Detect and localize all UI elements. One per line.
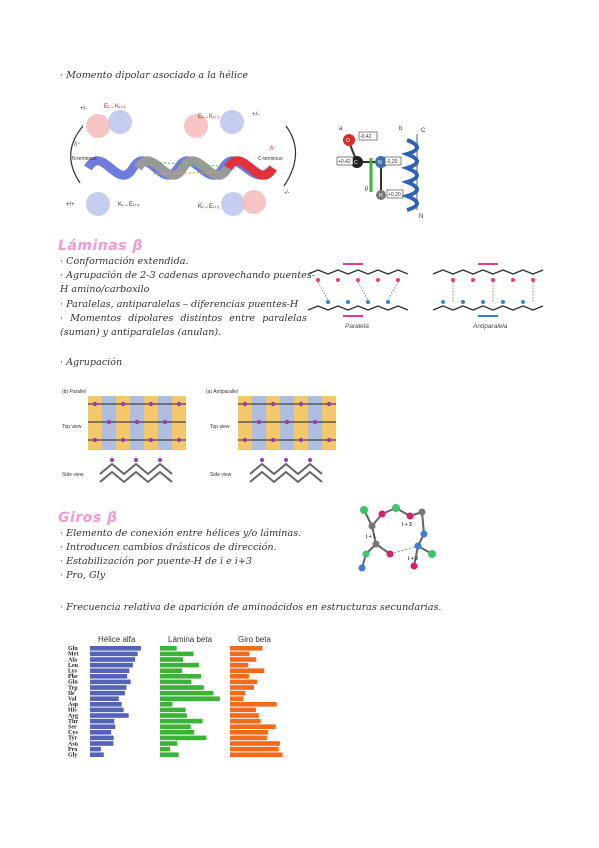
bar-ser-0 [90, 724, 115, 729]
aa-label-glu: Glu [68, 646, 78, 653]
bar-ala-2 [230, 657, 256, 662]
bar-arg-0 [90, 713, 129, 718]
bar-gly-0 [90, 752, 104, 757]
bar-asn-0 [90, 741, 113, 746]
helix-c-label: C [421, 128, 426, 134]
aa-label-thr: Thr [68, 718, 79, 725]
bar-ile-0 [90, 691, 125, 696]
bar-gln-1 [160, 680, 191, 685]
aa-label-lys: Lys [68, 668, 78, 675]
bar-val-0 [90, 696, 119, 701]
aa-label-pro: Pro [68, 746, 78, 753]
bar-asp-0 [90, 702, 122, 707]
side-view-right: Side view [210, 472, 232, 478]
aa-label-cys: Cys [68, 730, 78, 737]
bar-tyr-2 [230, 736, 267, 741]
series-title-2: Giro beta [238, 635, 271, 644]
bar-cys-1 [160, 730, 194, 735]
bar-leu-2 [230, 663, 248, 668]
bar-trp-0 [90, 685, 126, 690]
label-ek-i4-top: Eᵢ→Kᵢ₊₄ [104, 104, 126, 110]
aa-label-gly: Gly [68, 752, 78, 759]
bar-ser-1 [160, 724, 191, 729]
laminas-item: · Paralelas, antiparalelas – diferencias puentes-H [60, 299, 299, 310]
laminas-item: · Momentos dipolares distintos entre paralelas [60, 313, 307, 324]
side-view-left: Side view [62, 472, 84, 478]
aa-label-ser: Ser [68, 724, 77, 731]
turn-i3: i + 3 [408, 556, 418, 562]
aa-label-ala: Ala [68, 657, 77, 664]
antiparallel-title: (a) Antiparallel [206, 389, 238, 395]
parallel-title: (b) Parallel [62, 389, 87, 395]
bar-val-1 [160, 696, 220, 701]
giros-item: · Elemento de conexión entre hélices y/o láminas. [60, 528, 302, 539]
c-charge: +0.42 [338, 159, 351, 165]
beta-turn-figure [344, 498, 444, 584]
bar-lys-2 [230, 668, 264, 673]
bar-pro-1 [160, 747, 170, 752]
paralela-label: Paralela [345, 323, 369, 330]
giros-item: · Pro, Gly [60, 570, 106, 581]
aa-label-trp: Trp [68, 685, 78, 692]
n-charge: -0.20 [386, 159, 398, 165]
bar-glu-0 [90, 646, 141, 651]
helix-sign-top-right: +/- [252, 112, 260, 118]
laminas-item: H amino/carboxilo [60, 284, 150, 295]
bar-his-0 [90, 708, 124, 713]
p-label: p [365, 186, 369, 192]
series-title-1: Lámina beta [168, 635, 213, 644]
bar-pro-0 [90, 747, 101, 752]
bar-asn-1 [160, 741, 177, 746]
helix-n-label: N [419, 214, 424, 220]
label-ke-i3-bottom: Kᵢ→Eᵢ₊₃ [198, 204, 220, 210]
delta-plus: δ⁺ [74, 142, 81, 148]
bar-trp-1 [160, 685, 204, 690]
c-terminus: C-terminus [258, 156, 283, 162]
aa-label-phe: Phe [68, 674, 78, 681]
bar-thr-1 [160, 719, 203, 724]
bar-his-1 [160, 708, 186, 713]
bar-val-2 [230, 696, 243, 701]
bar-lys-1 [160, 668, 182, 673]
antiparalela-label: Antiparalela [473, 323, 508, 330]
bar-asp-1 [160, 702, 172, 707]
bar-gly-2 [230, 752, 282, 757]
bar-trp-2 [230, 685, 254, 690]
bar-lys-0 [90, 668, 129, 673]
dipole-line: · Momento dipolar asociado a la hélice [60, 70, 249, 81]
sheets-2d-figure [303, 258, 561, 330]
bar-thr-0 [90, 719, 114, 724]
turn-i1: i + 1 [366, 534, 376, 540]
aa-label-tyr: Tyr [68, 735, 78, 742]
series-title-0: Hélice alfa [98, 635, 136, 644]
delta-minus: δ⁻ [270, 146, 277, 152]
bar-met-1 [160, 652, 194, 657]
bar-asp-2 [230, 702, 277, 707]
label-ke-i4-bottom: Kᵢ→Eᵢ₊₄ [118, 202, 140, 208]
bar-glu-1 [160, 646, 177, 651]
helix-sign-bottom-right: -/- [284, 190, 290, 196]
atom-c: C [354, 160, 358, 166]
bar-cys-0 [90, 730, 111, 735]
aa-label-arg: Arg [68, 713, 78, 720]
agrupacion-line: · Agrupación [60, 357, 123, 368]
bar-ala-1 [160, 657, 183, 662]
bar-leu-1 [160, 663, 199, 668]
dipole-figure [335, 120, 450, 220]
bar-cys-2 [230, 730, 268, 735]
aa-label-gln: Gln [68, 679, 78, 686]
sheets-3d-figure [60, 386, 352, 496]
o-charge: -0.42 [360, 134, 372, 140]
helix-sign-top-left: +/- [80, 106, 88, 112]
bar-leu-0 [90, 663, 133, 668]
aa-label-asp: Asp [68, 702, 79, 709]
atom-o: O [346, 138, 350, 144]
bar-arg-2 [230, 713, 259, 718]
laminas-heading: Láminas β [58, 238, 143, 254]
h-charge: +0.20 [388, 192, 401, 198]
bar-phe-1 [160, 674, 201, 679]
bar-pro-2 [230, 747, 279, 752]
bar-ile-2 [230, 691, 245, 696]
aa-frequency-chart [68, 634, 304, 760]
bar-tyr-1 [160, 736, 206, 741]
aa-label-his: His [68, 707, 77, 714]
bar-tyr-0 [90, 736, 114, 741]
bar-ala-0 [90, 657, 135, 662]
aa-label-ile: Ile [68, 690, 75, 697]
giros-item: · Estabilización por puente-H de i e i+3 [60, 556, 253, 567]
bar-ser-2 [230, 724, 276, 729]
aa-label-val: Val [68, 696, 77, 703]
bar-phe-0 [90, 674, 127, 679]
bar-his-2 [230, 708, 256, 713]
bar-asn-2 [230, 741, 280, 746]
laminas-item: (suman) y antiparalelas (anulan). [60, 327, 222, 338]
bar-glu-2 [230, 646, 262, 651]
aa-label-asn: Asn [68, 741, 79, 748]
bar-met-2 [230, 652, 249, 657]
aa-label-leu: Leu [68, 662, 79, 669]
bar-gln-0 [90, 680, 131, 685]
bar-ile-1 [160, 691, 213, 696]
turn-i2: i + 2 [402, 522, 412, 528]
atom-n: N [378, 160, 382, 166]
frecuencia-line: · Frecuencia relativa de aparición de aminoácidos en estructuras secundarias. [60, 602, 442, 613]
atom-h: H [379, 193, 383, 199]
laminas-item: · Agrupación de 2-3 cadenas aprovechando puentes- [60, 270, 316, 281]
aa-label-met: Met [68, 651, 79, 658]
top-view-right: Top view [210, 424, 230, 430]
bar-gly-1 [160, 752, 179, 757]
laminas-item: · Conformación extendida. [60, 256, 189, 267]
top-view-left: Top view [62, 424, 82, 430]
bar-met-0 [90, 652, 138, 657]
bar-gln-2 [230, 680, 257, 685]
label-ek-i3-top: Eᵢ→Kᵢ₊₃ [198, 114, 220, 120]
helix-sign-bottom-left: +/+ [66, 202, 75, 208]
bar-phe-2 [230, 674, 249, 679]
bar-arg-1 [160, 713, 187, 718]
giros-heading: Giros β [58, 510, 118, 526]
giros-item: · Introducen cambios drásticos de dirección. [60, 542, 277, 553]
panel-b-label: b [399, 126, 403, 132]
n-terminus: N-terminus [72, 156, 97, 162]
panel-a-label: a [339, 126, 343, 132]
bar-thr-2 [230, 719, 261, 724]
helix-saltbridge-figure [58, 98, 308, 220]
